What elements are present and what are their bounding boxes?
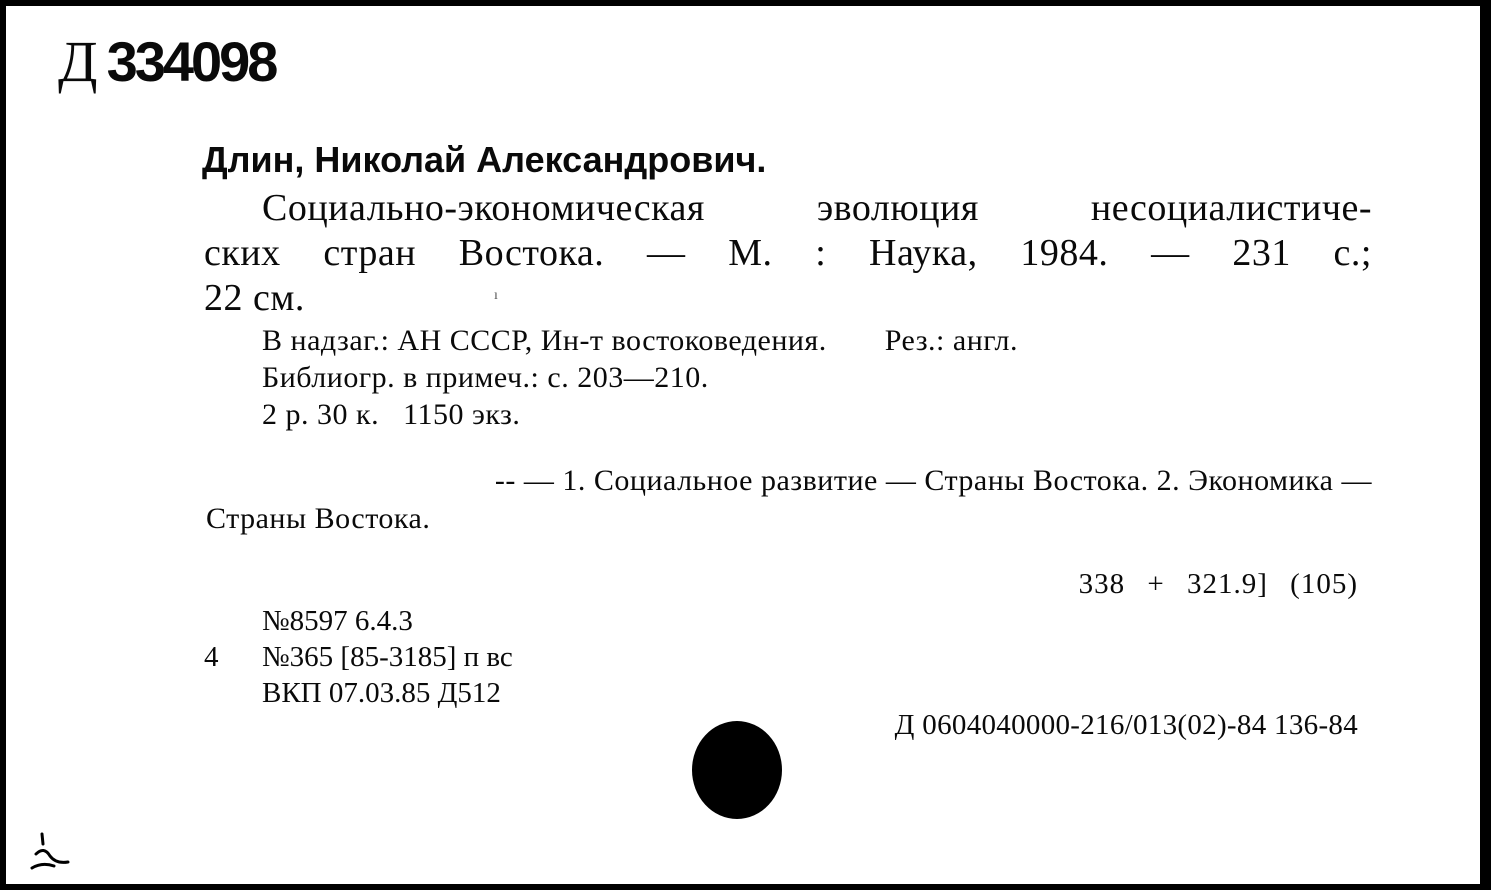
- lead-digit: 4: [204, 641, 219, 673]
- call-prefix: Д: [58, 29, 95, 94]
- note-summary: Рез.: англ.: [884, 324, 1019, 357]
- note-sponsor: В надзаг.: АН СССР, Ин-т востоковедения.: [262, 324, 827, 357]
- registration-codes: [204, 603, 513, 711]
- classification-number: 338 + 321.9] (105): [1078, 568, 1358, 600]
- order-number: №8597 6.4.3: [262, 605, 413, 637]
- punch-hole: [692, 721, 782, 819]
- ink-speck: ı: [494, 288, 498, 303]
- call-number: [58, 28, 275, 95]
- title-line-3: 22 см.: [204, 277, 305, 319]
- notes-block: [262, 322, 1018, 433]
- register-number: №365 [85-3185] п вс: [262, 641, 513, 673]
- title-line-2: ских стран Востока. — М. : Наука, 1984. — 231 с.;: [204, 232, 1372, 274]
- subjects-line-2: Страны Востока.: [206, 502, 431, 535]
- note-price-run: 2 р. 30 к. 1150 экз.: [262, 398, 521, 431]
- subject-headings: [206, 462, 1372, 538]
- book-chamber-code: ВКП 07.03.85 Д512: [262, 677, 501, 709]
- note-sponsor-line: [262, 322, 1018, 359]
- index-code-line: Д 0604040000-216/013(02)-84 136-84: [894, 709, 1358, 741]
- subjects-line-1: -- — 1. Социальное развитие — Страны Востока. 2. Экономика —: [494, 464, 1372, 497]
- title-statement: [204, 186, 1372, 321]
- corner-scribble-icon: [28, 832, 70, 872]
- title-line-1: Социально-экономическая эволюция несоциалистиче-: [262, 187, 1372, 229]
- author-heading: Длин, Николай Александрович.: [202, 139, 767, 180]
- call-number-value: 334098: [106, 30, 276, 93]
- note-bibliography: Библиогр. в примеч.: с. 203—210.: [262, 361, 709, 394]
